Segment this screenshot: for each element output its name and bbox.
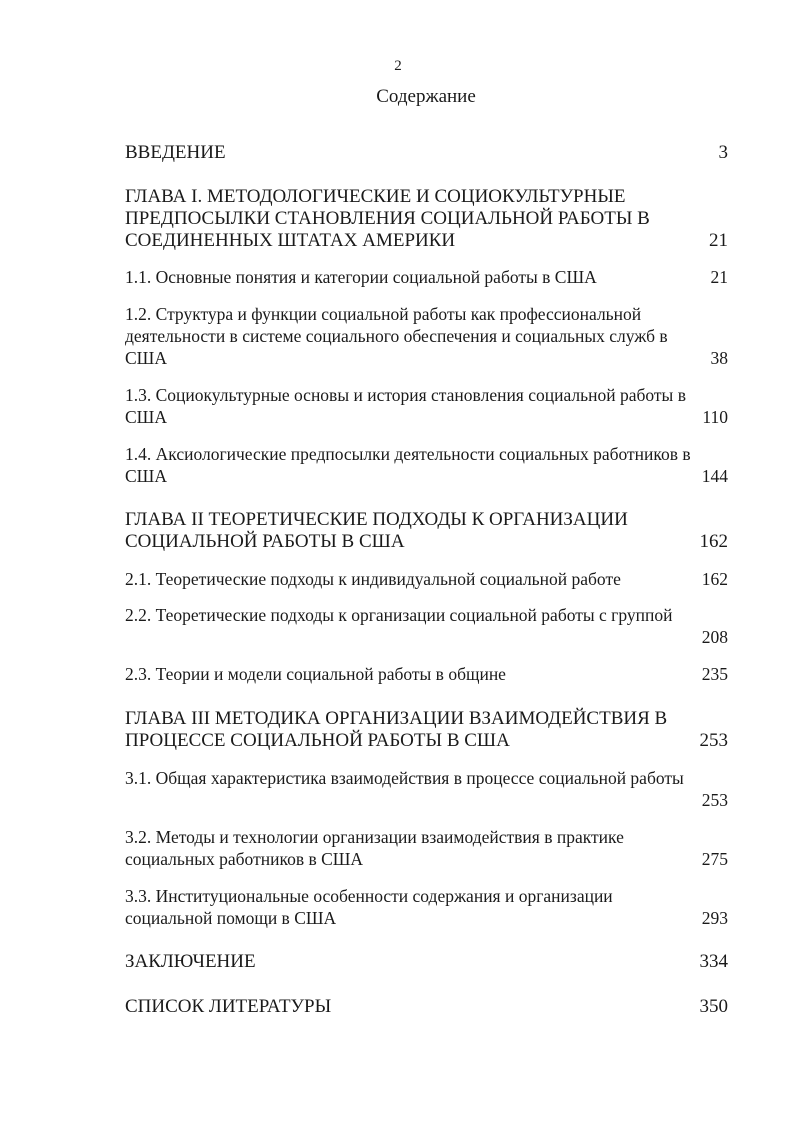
toc-entry-title-line: 2.2. Теоретические подходы к организации социальной работы с группой: [125, 605, 673, 625]
toc-entry-section-1-4[interactable]: [125, 443, 728, 487]
toc-entry-bibliography[interactable]: [125, 996, 728, 1018]
toc-entry-conclusion[interactable]: [125, 951, 728, 973]
toc-entry-title: 1.1. Основные понятия и категории социальной работы в США: [125, 267, 597, 287]
toc-page-number: 253: [699, 730, 728, 751]
page-title: Содержание: [376, 86, 476, 107]
toc-entry-section-2-2[interactable]: [125, 604, 728, 648]
toc-page-number: 235: [701, 664, 728, 684]
toc-page-number: 275: [701, 849, 728, 869]
toc-entry-title-line: ГЛАВА II ТЕОРЕТИЧЕСКИЕ ПОДХОДЫ К ОРГАНИЗАЦИИ: [125, 509, 628, 530]
toc-entry-title-line: 1.2. Структура и функции социальной работы как профессиональной: [125, 304, 642, 324]
toc-page-number: 293: [701, 908, 728, 928]
toc-entry-section-3-1[interactable]: [125, 767, 728, 811]
toc-entry-title-line: деятельности в системе социального обеспечения и социальных служб в: [125, 326, 668, 346]
page-number: 2: [394, 58, 402, 74]
toc-entry-title-line: социальной помощи в США: [125, 908, 337, 928]
toc-page-number: 21: [710, 267, 728, 287]
toc-page-number: 162: [699, 531, 728, 552]
toc-page-number: 350: [699, 996, 728, 1017]
toc-entry-title-line: СОЦИАЛЬНОЙ РАБОТЫ В США: [125, 531, 405, 552]
toc-entry-title-line: США: [125, 466, 167, 486]
toc-page-number: 3: [718, 142, 728, 163]
toc-entry-title-line: США: [125, 407, 167, 427]
toc-entry-section-3-3[interactable]: [125, 885, 728, 929]
toc-entry-title: ЗАКЛЮЧЕНИЕ: [125, 951, 256, 972]
toc-entry-title-line: СОЕДИНЕННЫХ ШТАТАХ АМЕРИКИ: [125, 230, 456, 251]
toc-entry-title-line: 1.3. Социокультурные основы и история становления социальной работы в: [125, 385, 686, 405]
toc-entry-title-line: ПРОЦЕССЕ СОЦИАЛЬНОЙ РАБОТЫ В США: [125, 730, 510, 751]
toc-entry-title-line: ГЛАВА I. МЕТОДОЛОГИЧЕСКИЕ И СОЦИОКУЛЬТУРНЫЕ: [125, 186, 626, 207]
toc-page-number: 253: [701, 790, 728, 810]
toc-entry-title-line: 3.1. Общая характеристика взаимодействия в процессе социальной работы: [125, 768, 684, 788]
toc-entry-chapter-2[interactable]: [125, 509, 728, 553]
toc-entry-title: ВВЕДЕНИЕ: [125, 142, 226, 163]
toc-entry-introduction[interactable]: [125, 142, 728, 164]
toc-page-number: 38: [710, 348, 728, 368]
toc-entry-title: 2.1. Теоретические подходы к индивидуальной социальной работе: [125, 569, 621, 589]
toc-entry-section-2-3[interactable]: [125, 663, 728, 685]
toc-entry-title-line: 1.4. Аксиологические предпосылки деятельности социальных работников в: [125, 444, 691, 464]
toc-entry-title: СПИСОК ЛИТЕРАТУРЫ: [125, 996, 332, 1017]
toc-entry-section-1-1[interactable]: [125, 266, 728, 288]
toc-entry-title-line: социальных работников в США: [125, 849, 364, 869]
toc-page-number: 162: [701, 569, 728, 589]
toc-entry-section-2-1[interactable]: [125, 568, 728, 590]
toc-entry-chapter-1[interactable]: [125, 186, 728, 252]
toc-entry-section-3-2[interactable]: [125, 826, 728, 870]
toc-entry-chapter-3[interactable]: [125, 708, 728, 752]
toc-page-number: 334: [699, 951, 728, 972]
toc-page-number: 21: [709, 230, 728, 251]
toc-page-number: 208: [701, 627, 728, 647]
toc-entry-title-line: 3.2. Методы и технологии организации взаимодействия в практике: [125, 827, 624, 847]
toc-page-number: 110: [702, 407, 728, 427]
toc-entry-title-line: 3.3. Институциональные особенности содержания и организации: [125, 886, 613, 906]
toc-entry-title-line: США: [125, 348, 167, 368]
toc-page-number: 144: [701, 466, 728, 486]
toc-entry-title-line: ПРЕДПОСЫЛКИ СТАНОВЛЕНИЯ СОЦИАЛЬНОЙ РАБОТЫ В: [125, 208, 650, 229]
toc-entry-title-line: ГЛАВА III МЕТОДИКА ОРГАНИЗАЦИИ ВЗАИМОДЕЙСТВИЯ В: [125, 708, 668, 729]
toc-entry-section-1-2[interactable]: [125, 303, 728, 369]
toc-entry-section-1-3[interactable]: [125, 384, 728, 428]
toc-entry-title: 2.3. Теории и модели социальной работы в общине: [125, 664, 506, 684]
